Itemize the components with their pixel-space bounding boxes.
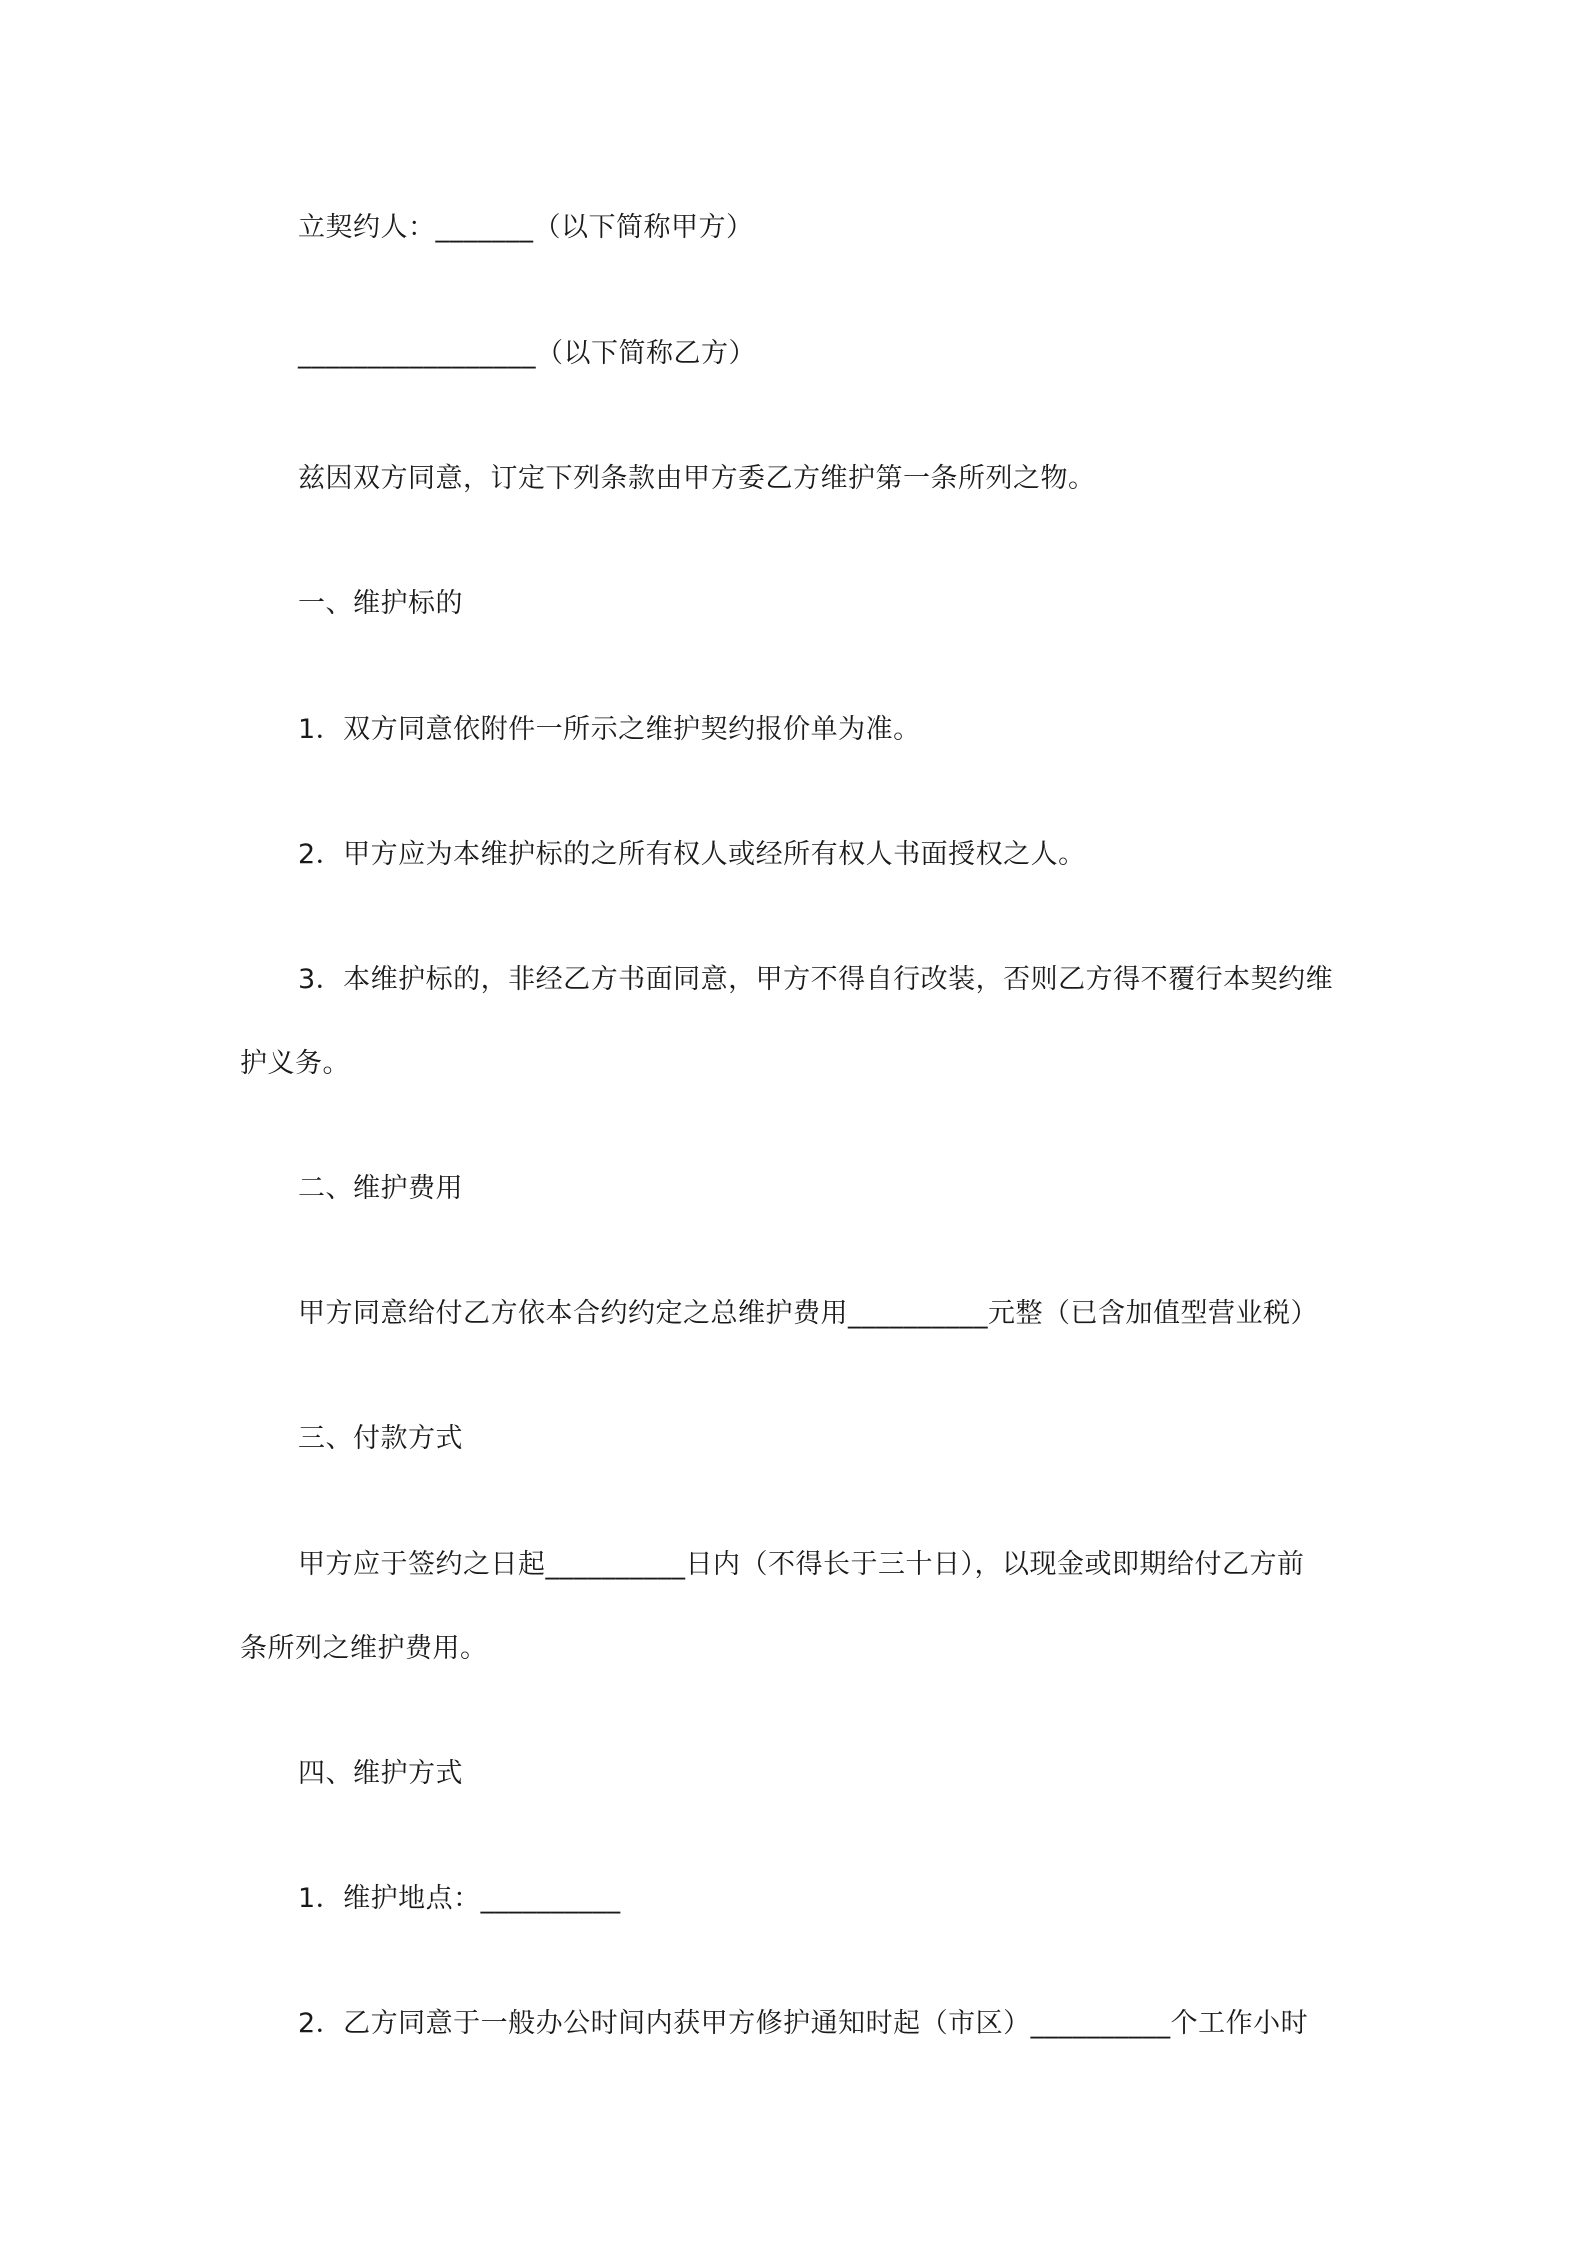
payment-paragraph: 甲方应于签约之日起__________日内（不得长于三十日），以现金或即期给付乙方前 <box>298 1549 1305 1580</box>
payment-paragraph-continued: 条所列之维护费用。 <box>240 1633 488 1664</box>
fee-paragraph: 甲方同意给付乙方依本合约约定之总维护费用__________元整（已含加值型营业税） <box>298 1298 1318 1329</box>
clause-4-1: 1．维护地点：__________ <box>298 1883 621 1914</box>
party-a-line: 立契约人：_______（以下简称甲方） <box>298 212 754 243</box>
section-heading-4: 四、维护方式 <box>298 1758 463 1789</box>
section-heading-1: 一、维护标的 <box>298 588 463 619</box>
preamble-paragraph: 兹因双方同意，订定下列条款由甲方委乙方维护第一条所列之物。 <box>298 463 1096 494</box>
clause-1-3: 3．本维护标的，非经乙方书面同意，甲方不得自行改装，否则乙方得不覆行本契约维 <box>298 964 1334 995</box>
clause-4-2: 2．乙方同意于一般办公时间内获甲方修护通知时起（市区）__________个工作小时 <box>298 2008 1309 2039</box>
section-heading-3: 三、付款方式 <box>298 1423 463 1454</box>
party-b-line: _________________（以下简称乙方） <box>298 338 756 369</box>
clause-1-1: 1．双方同意依附件一所示之维护契约报价单为准。 <box>298 714 921 745</box>
section-heading-2: 二、维护费用 <box>298 1173 463 1204</box>
clause-1-3-continued: 护义务。 <box>240 1048 350 1079</box>
clause-1-2: 2．甲方应为本维护标的之所有权人或经所有权人书面授权之人。 <box>298 839 1086 870</box>
